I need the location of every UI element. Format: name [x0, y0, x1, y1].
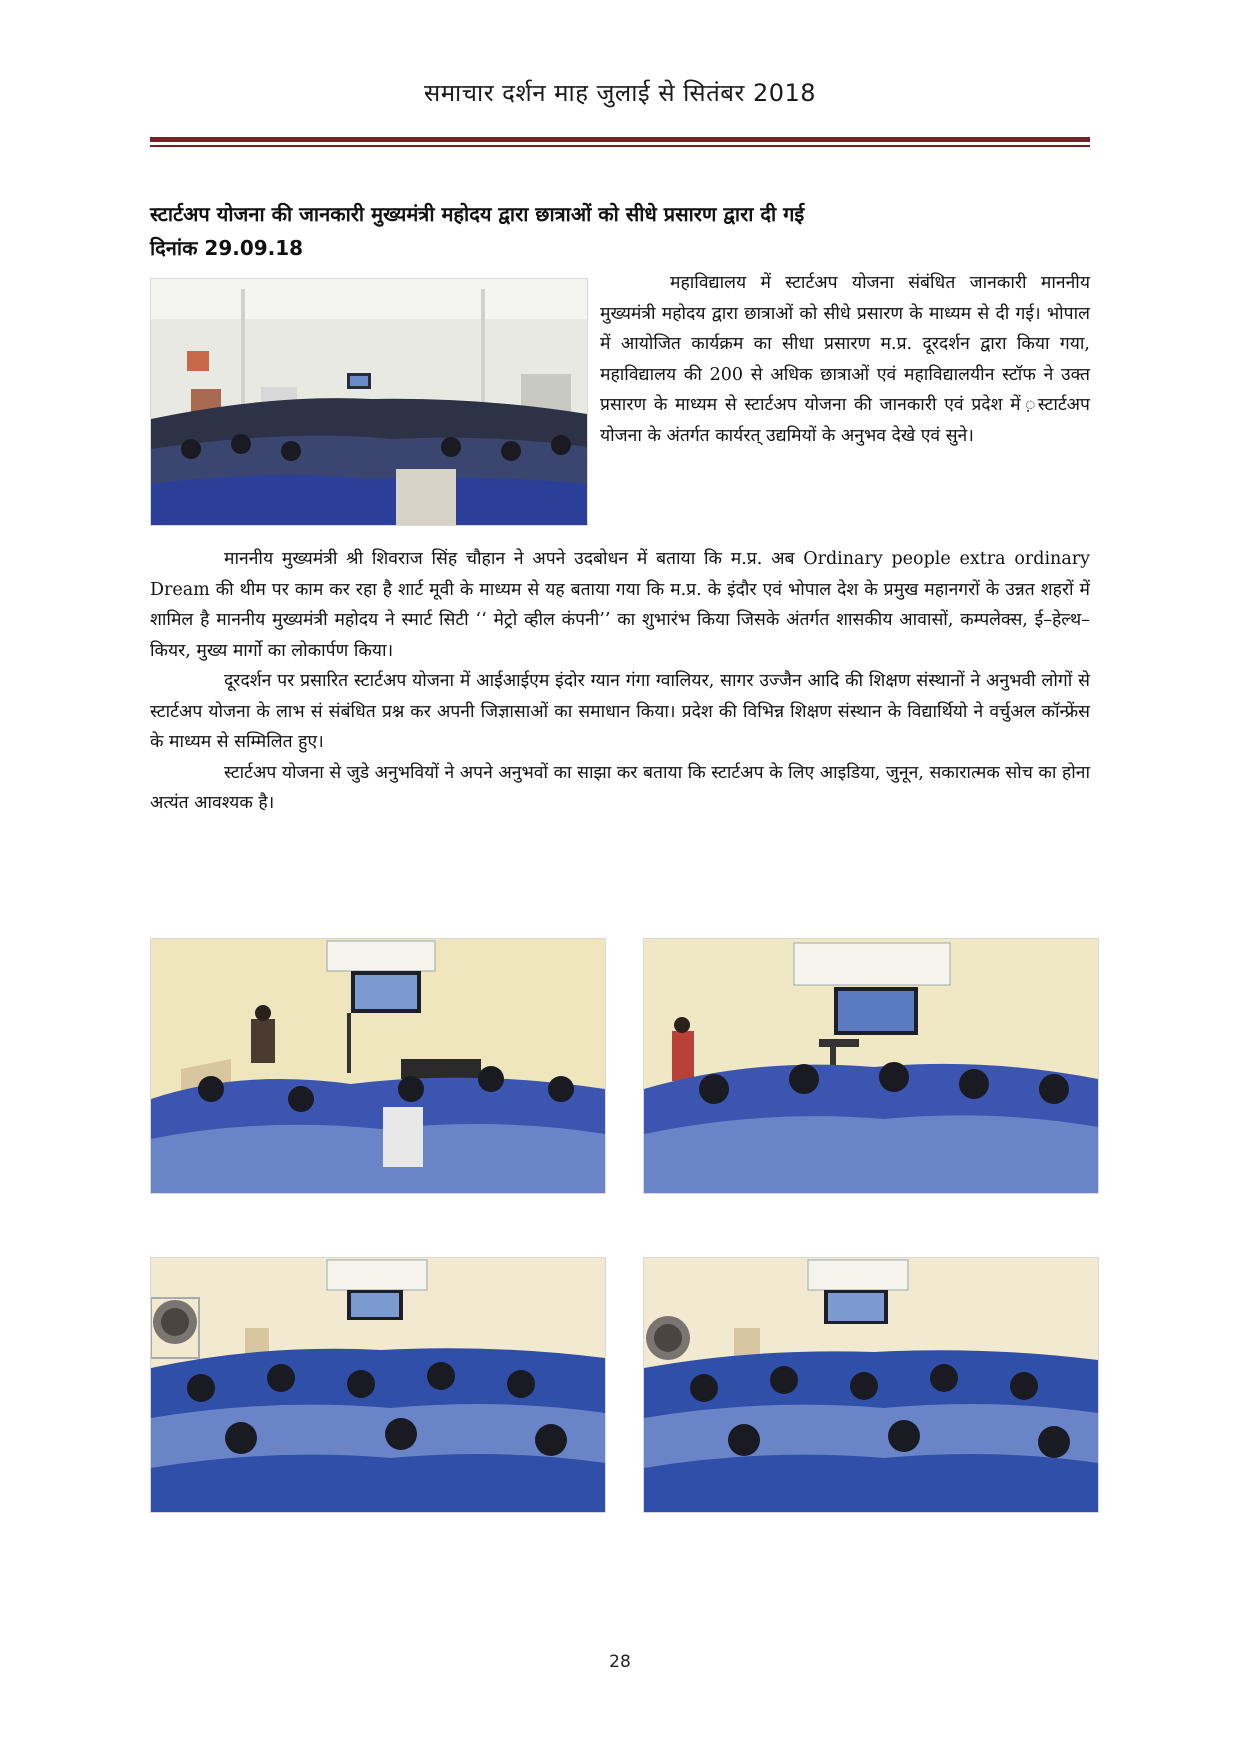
page-header-title: समाचार दर्शन माह जुलाई से सितंबर 2018: [423, 79, 817, 107]
article-paragraph: माननीय मुख्यमंत्री श्री शिवराज सिंह चौहान ने अपने उदबोधन में बताया कि म.प्र. अब Ordinary people extra ordinary Dream की थीम पर काम कर रहा है शार्ट मूवी के माध्यम से यह बताया गया कि म.प्र. के इंदौर एवं भोपाल देश के प्रमुख महानगरों के उन्नत शहरों में शामिल है माननीय मुख्यमंत्री महोदय ने स्मार्ट सिटी ‘‘ मेट्रो व्हील कंपनी’’ का शुभारंभ किया जिसके अंतर्गत शासकीय आवासों, कम्पलेक्स, ई–हेल्थ–कियर, मुख्य मार्गो का लोकार्पण किया।: [150, 549, 1090, 661]
page-number: 28: [609, 1652, 631, 1672]
photo-students-watching-4-image: [644, 1258, 1098, 1512]
article-paragraph: दूरदर्शन पर प्रसारित स्टार्टअप योजना में आईआईएम इंदोर ग्यान गंगा ग्वालियर, सागर उज्जैन आदि की शिक्षण संस्थानों ने अनुभवी लोगों से स्टार्टअप योजना के लाभ सं संबंधित प्रश्न कर अपनी जिज्ञासाओं का समाधान किया। प्रदेश की विभिन्न शिक्षण संस्थान के विद्यार्थियो ने वर्चुअल कॉन्फ्रेंस के माध्यम से सम्मिलित हुए।: [150, 671, 1090, 752]
photo-students-watching-1-image: [151, 939, 605, 1193]
photo-students-watching-1: [150, 938, 606, 1194]
photo-students-watching-4: [643, 1257, 1099, 1513]
photo-students-watching-2-image: [644, 939, 1098, 1193]
photo-hall-broadcast-image: [151, 279, 587, 525]
photo-students-watching-2: [643, 938, 1099, 1194]
article-title-line: स्टार्टअप योजना की जानकारी मुख्यमंत्री महोदय द्वारा छात्राओं को सीधे प्रसारण द्वारा दी गई: [150, 202, 805, 226]
article-body: [150, 544, 1090, 819]
article-title: [150, 197, 1090, 265]
article-intro-paragraph: महाविद्यालय में स्टार्टअप योजना संबंधित जानकारी माननीय मुख्यमंत्री महोदय द्वारा छात्राओं को सीधे प्रसारण के माध्यम से दी गई। भोपाल में आयोजित कार्यक्रम का सीधा प्रसारण म.प्र. दूरदर्शन द्वारा किया गया, महाविद्यालय की 200 से अधिक छात्राओं एवं महाविद्यालयीन स्टॉफ ने उक्त प्रसारण के माध्यम से स्टार्टअप योजना की जानकारी एवं प्रदेश में ़स्टार्टअप योजना के अंतर्गत कार्यरत् उद्यमियों के अनुभव देखे एवं सुने।: [600, 273, 1090, 446]
article-date: दिनांक 29.09.18: [150, 236, 304, 260]
header-divider-thin: [150, 145, 1090, 147]
article-paragraph: स्टार्टअप योजना से जुडे अनुभवियों ने अपने अनुभवों का साझा कर बताया कि स्टार्टअप के लिए आइडिया, जुनून, सकारात्मक सोच का होना अत्यंत आवश्यक है।: [150, 762, 1090, 813]
header-divider: [150, 137, 1090, 142]
photo-hall-broadcast: [150, 278, 588, 526]
photo-students-watching-3-image: [151, 1258, 605, 1512]
photo-students-watching-3: [150, 1257, 606, 1513]
